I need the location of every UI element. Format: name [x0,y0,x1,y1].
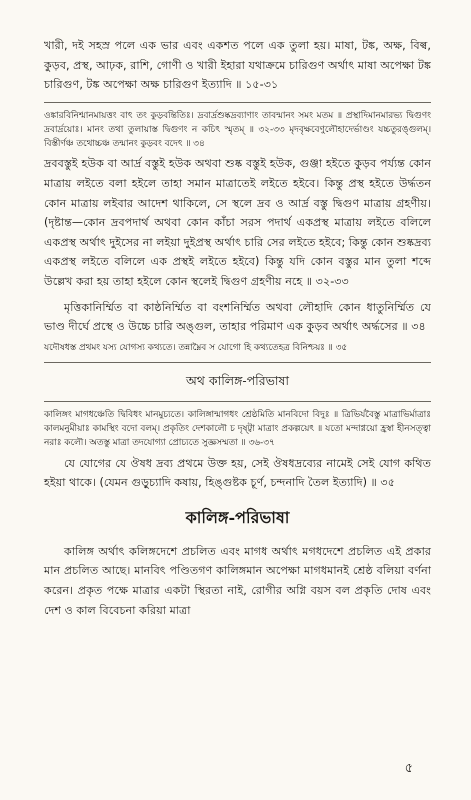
divider-rule [44,102,431,103]
page-number: ৫ [404,761,413,776]
commentary-paragraph-3: মৃত্তিকানির্ম্মিত বা কাষ্ঠনির্ম্মিত বা বংশনির্ম্মিত অথবা লৌহাদি কোন ধাতুনির্ম্মিত যে ভাণ্ড দীর্ঘে প্রস্থে ও উচ্চে চারি অঙ্গুল, তাহার পরিমাণ এক কুড়ব অর্থাৎ অর্দ্ধসের ॥ ৩৪ [44,300,431,334]
commentary-paragraph-5: কালিঙ্গ অর্থাৎ কলিঙ্গদেশে প্রচলিত এবং মাগধ অর্থাৎ মগধদেশে প্রচলিত এই প্রকার মান প্রচলিত আছে। মানবিৎ পণ্ডিতগণ কালিঙ্গমান অপেক্ষা মাগধমানই শ্রেষ্ঠ বলিয়া বর্ণনা করেন। প্রকৃত পক্ষে মাত্রার একটা স্থিরতা নাই, রোগীর অগ্নি বয়স বল প্রকৃতি দোষ এবং দেশ ও কাল বিবেচনা করিয়া মাত্রা [44,544,431,617]
commentary-paragraph-2: দ্রববস্তুই হউক বা আর্দ্র বস্তুই হউক অথবা শুষ্ক বস্তুই হউক, গুঞ্জা হইতে কুড়ব পর্য্যন্ত কোন মাত্রায় লইতে বলা হইলে তাহা সমান মাত্রাতেই লইতে হইবে। কিন্তু প্রস্থ হইতে উর্দ্ধতন কোন মাত্রায় লইবার আদেশ থাকিলে, সে স্থলে দ্রব ও আর্দ্র বস্তু দ্বিগুণ মাত্রায় গ্রহণীয়। (দৃষ্টান্ত—কোন দ্রবপদার্থ অথবা কোন কাঁচা সরস পদার্থ একপ্রস্থ মাত্রায় লইতে বলিলে একপ্রস্থ অর্থাৎ দুইসের না লইয়া দুইপ্রস্থ অর্থাৎ চারি সের লইতে হইবে; কিন্তু কোন শুষ্কদ্রব্য একপ্রস্থ লইতে বলিলে এক প্রস্থই লইতে হইবে) কিন্তু যদি কোন বস্তুর মান তুলা শব্দে উল্লেখ করা হয় তাহা হইলে কোন স্থলেই দ্বিগুণ গ্রহণীয় নহে ॥ ৩২-৩৩ [44,157,431,288]
sanskrit-verse-block-3: কালিঙ্গং মাগধঞ্চেতি দ্বিবিধং মানমুচ্যতে। কালিঙ্গান্মাগধং শ্রেষ্ঠমিতি মানবিদো বিদুঃ ॥ ত্রিভির্যবৈস্তু মাত্রাভির্মাত্রাঃ কালমনুমীয়াঃ কামস্থিং বদো বলম্। প্রকৃতিং দেশকালৌ চ দৃষ্ট্বা মাত্রাং প্রকল্পয়েৎ ॥ যতো মন্দাগ্নয়ো হ্রস্বা হীনসত্ত্বা নরাঃ কলৌ। অতস্তু মাত্রা তদযোগ্যা প্রোচ্যতে সুজ্ঞসম্মতা ॥ ৩৬-৩৭ [44,409,431,449]
commentary-paragraph-1: খারী, দই সহস্র পলে এক ভার এবং একশত পলে এক তুলা হয়। মাষা, টঙ্ক, অক্ষ, বিল্ব, কুড়ব, প্রস্থ, আঢ়ক, রাশি, গোণী ও খারী ইহারা যথাক্রমে চারিগুণ অর্থাৎ মাষা অপেক্ষা টঙ্ক চারিগুণ, টঙ্ক অপেক্ষা অক্ষ চারিগুণ ইত্যাদি ॥ ১৫-৩১ [44,39,431,92]
commentary-paragraph-4: যে যোগের যে ঔষধ দ্রব্য প্রথমে উক্ত হয়, সেই ঔষধদ্রব্যের নামেই সেই যোগ কথিত হইয়া থাকে। (যেমন গুড়ুচ্যাদি কষায়, হিঙ্গুষ্টক চূর্ণ, চন্দনাদি তৈল ইত্যাদি) ॥ ৩৫ [44,456,431,490]
divider-rule [44,401,431,402]
section-heading-sanskrit: অথ কালিঙ্গ-পরিভাষা [185,372,290,388]
sanskrit-verse-block-1: ওঙ্কারবিনিশ্মানমায়ত্তং বাৎ তং কুড়বন্তিতিঃ। দ্রবার্দ্রশুষ্কদ্রব্যাণাং তাবন্মানং সমং মতম ॥ প্রস্থাদিমানমারভ্য দ্বিগুণং দ্রবার্দ্রয়োঃ। মানং তথা তুলায়াস্ত দ্বিগুণং ন কচিৎ স্মৃতম্ ॥ ৩২-৩৩ মৃদবৃক্ষবেণুলৌহাদের্ভাণ্ডং যচ্চতুরঙ্গুলম্। বিস্তীর্ণঞ্চ তথোচ্চঞ্চ তন্মানং কুড়বং বদেৎ ॥ ৩৪ [44,110,431,150]
sanskrit-verse-block-2: যদৌষধস্ত প্রথমং যস্য যোগস্য কথ্যতে। তন্নাম্নৈব স যোগো হি কথ্যতেহত্র বিনিশ্চয়ঃ ॥ ৩৫ [44,342,348,353]
divider-rule [44,362,431,363]
section-heading-bengali: কালিঙ্গ-পরিভাষা [185,507,290,527]
